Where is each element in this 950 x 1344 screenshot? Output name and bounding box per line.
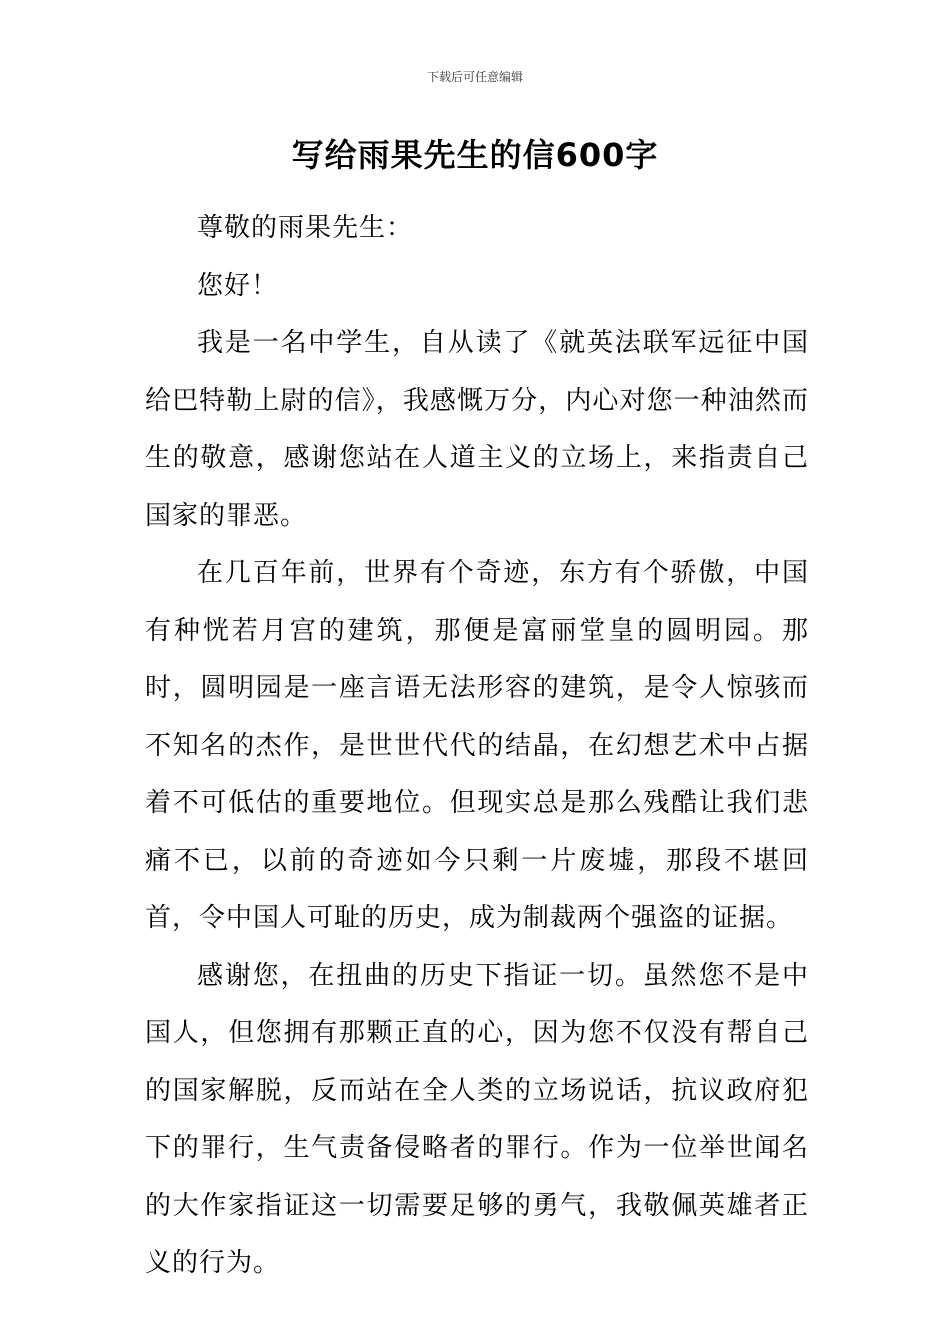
document-title: 写给雨果先生的信600字 bbox=[291, 136, 659, 174]
header-note: 下载后可任意编辑 bbox=[426, 70, 523, 84]
paragraph: 在几百年前，世界有个奇迹，东方有个骄傲，中国有种恍若月宫的建筑，那便是富丽堂皇的圆明园。那时，圆明园是一座言语无法形容的建筑，是令人惊骇而不知名的杰作，是世世代代的结晶，在幻想艺术中占据着不可低估的重要地位。但现实总是那么残酷让我们悲痛不已，以前的奇迹如今只剩一片废墟，那段不堪回首，令中国人可耻的历史，成为制裁两个强盗的证据。 bbox=[145, 558, 809, 933]
greeting: 您好！ bbox=[197, 270, 279, 301]
salutation: 尊敬的雨果先生： bbox=[197, 213, 414, 243]
paragraph: 我是一名中学生，自从读了《就英法联军远征中国给巴特勒上尉的信》，我感慨万分，内心对您一种油然而生的敬意，感谢您站在人道主义的立场上，来指责自己国家的罪恶。 bbox=[145, 328, 809, 531]
letter-body bbox=[145, 200, 809, 1293]
paragraph: 感谢您，在扭曲的历史下指证一切。虽然您不是中国人，但您拥有那颗正直的心，因为您不仅没有帮自己的国家解脱，反而站在全人类的立场说话，抗议政府犯下的罪行，生气责备侵略者的罪行。作为一位举世闻名的大作家指证这一切需要足够的勇气，我敬佩英雄者正义的行为。 bbox=[145, 960, 809, 1278]
